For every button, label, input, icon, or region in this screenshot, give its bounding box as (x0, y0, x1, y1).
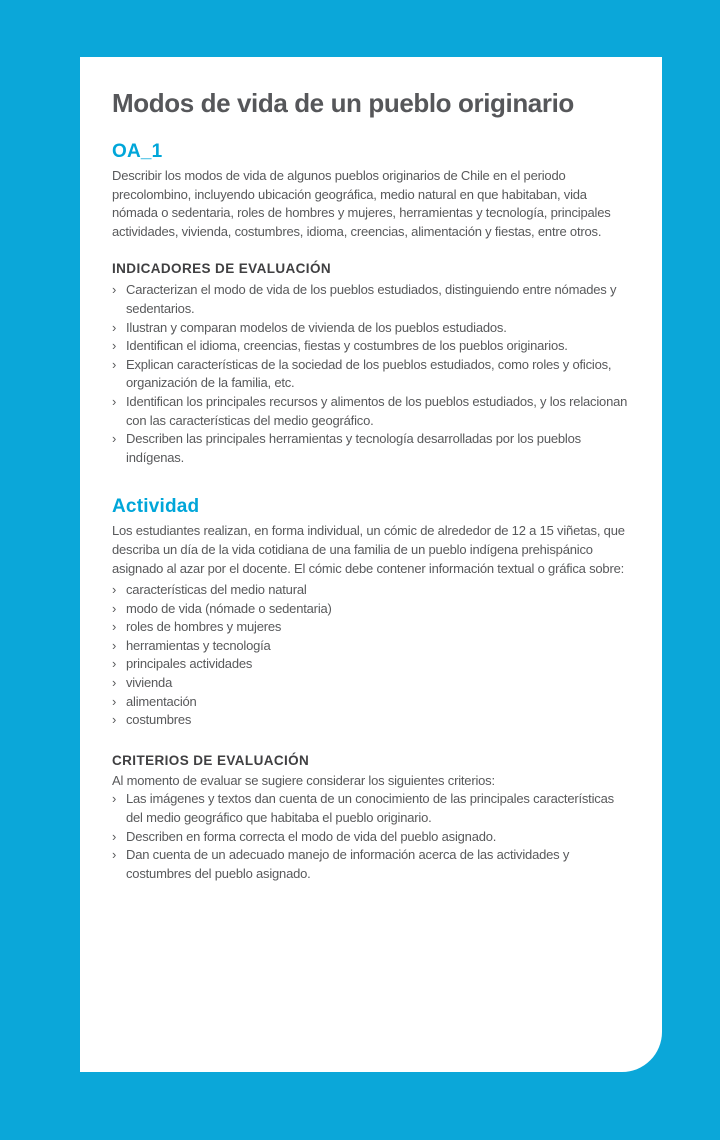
list-item (112, 281, 630, 318)
chevron-bullet-icon: › (112, 693, 117, 709)
section-criterios (112, 753, 630, 884)
list-item (112, 600, 630, 619)
actividad-heading: Actividad (112, 496, 200, 518)
list-item (112, 790, 630, 827)
list-item (112, 356, 630, 393)
criterios-heading: CRITERIOS DE EVALUACIÓN (112, 752, 310, 768)
list-item-text: herramientas y tecnología (126, 637, 271, 653)
list-item (112, 430, 630, 467)
oa-description: Describir los modos de vida de algunos pueblos originarios de Chile en el periodo precolombino, incluyendo ubicación geográfica, medio natural en que habitaban, vida nómada o sedentaria, roles de hombres y mujeres, herramientas y tecnología, principales actividades, vivienda, costumbres, idioma, creencias, alimentación y fiestas, entre otros. (112, 168, 611, 239)
list-item-text: Caracterizan el modo de vida de los pueblos estudiados, distinguiendo entre nómades y sedentarios. (126, 282, 617, 316)
list-item (112, 581, 630, 600)
list-item-text: Identifican los principales recursos y alimentos de los pueblos estudiados, y los relacionan con las características del medio geográfico. (126, 393, 628, 428)
criterios-list (112, 790, 630, 883)
list-item-text: Explican características de la sociedad de los pueblos estudiados, como roles y oficios, organización de la familia, etc. (126, 356, 612, 391)
chevron-bullet-icon: › (112, 656, 117, 672)
list-item (112, 393, 630, 430)
list-item-text: Dan cuenta de un adecuado manejo de información acerca de las actividades y costumbres del pueblo asignado. (126, 847, 570, 881)
list-item-text: costumbres (126, 712, 192, 728)
list-item-text: Las imágenes y textos dan cuenta de un conocimiento de las principales características del medio geográfico que habitaba el pueblo originario. (126, 791, 614, 826)
list-item-text: Ilustran y comparan modelos de vivienda de los pueblos estudiados. (126, 319, 507, 335)
list-item-text: Identifican el idioma, creencias, fiestas y costumbres de los pueblos originarios. (126, 338, 568, 354)
indicadores-heading: INDICADORES DE EVALUACIÓN (112, 261, 332, 277)
list-item-text: principales actividades (126, 656, 253, 672)
actividad-list (112, 581, 630, 730)
list-item-text: Describen las principales herramientas y tecnología desarrolladas por los pueblos indígenas. (126, 431, 581, 465)
list-item-text: alimentación (126, 693, 197, 709)
page-title: Modos de vida de un pueblo originario (112, 88, 574, 118)
list-item (112, 337, 630, 356)
criterios-intro: Al momento de evaluar se sugiere considerar los siguientes criterios: (112, 772, 495, 788)
chevron-bullet-icon: › (112, 431, 117, 447)
list-item-text: vivienda (126, 675, 173, 691)
chevron-bullet-icon: › (112, 619, 117, 635)
chevron-bullet-icon: › (112, 393, 117, 409)
list-item-text: modo de vida (nómade o sedentaria) (126, 600, 332, 616)
oa-heading: OA_1 (112, 141, 163, 162)
section-indicadores (112, 261, 630, 467)
list-item-text: roles de hombres y mujeres (126, 619, 282, 635)
list-item-text: Describen en forma correcta el modo de vida del pueblo asignado. (126, 828, 497, 844)
actividad-description: Los estudiantes realizan, en forma individual, un cómic de alrededor de 12 a 15 viñetas, que describa un día de la vida cotidiana de una familia de un pueblo indígena prehispánico asignado al azar por el docente. El cómic debe contener información textual o gráfica sobre: (112, 523, 625, 576)
chevron-bullet-icon: › (112, 338, 117, 354)
chevron-bullet-icon: › (112, 282, 117, 298)
chevron-bullet-icon: › (112, 675, 117, 691)
list-item (112, 693, 630, 712)
chevron-bullet-icon: › (112, 637, 117, 653)
list-item (112, 711, 630, 730)
list-item (112, 637, 630, 656)
indicadores-list (112, 281, 630, 467)
chevron-bullet-icon: › (112, 791, 117, 807)
section-oa (112, 141, 630, 241)
chevron-bullet-icon: › (112, 828, 117, 844)
chevron-bullet-icon: › (112, 356, 117, 372)
list-item-text: características del medio natural (126, 582, 307, 598)
list-item (112, 674, 630, 693)
list-item (112, 319, 630, 338)
list-item (112, 828, 630, 847)
chevron-bullet-icon: › (112, 847, 117, 863)
chevron-bullet-icon: › (112, 600, 117, 616)
list-item (112, 655, 630, 674)
chevron-bullet-icon: › (112, 712, 117, 728)
list-item (112, 846, 630, 883)
list-item (112, 618, 630, 637)
section-actividad (112, 496, 630, 730)
document-card (80, 57, 662, 1072)
chevron-bullet-icon: › (112, 582, 117, 598)
chevron-bullet-icon: › (112, 319, 117, 335)
